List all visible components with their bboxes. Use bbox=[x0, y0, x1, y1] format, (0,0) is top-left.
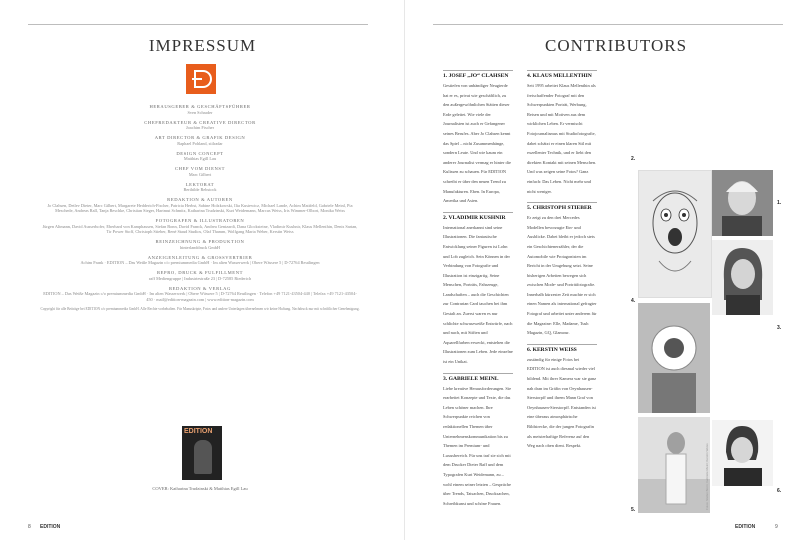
imp-label: FOTOGRAFEN & ILLUSTRATOREN bbox=[155, 218, 245, 223]
imp-label: CHEFREDAKTEUR & CREATIVE DIRECTOR bbox=[144, 119, 256, 125]
imp-section bbox=[40, 182, 360, 193]
contributor-block bbox=[527, 70, 597, 196]
contributor-block bbox=[443, 373, 513, 509]
page-title: CONTRIBUTORS bbox=[545, 36, 688, 55]
photo-illustration-screaming-face bbox=[638, 170, 712, 298]
imp-label: LEKTORAT bbox=[185, 181, 215, 187]
contributor-bio: zuständig für einige Fotos bei EDITION ist auch diesmal wieder viel bildend. Mit ihrer Kamera war sie ganz nah dran im Gräfin von Oeynhausen-Sierstorpff und ihrem Mann Graf von Oeynhausen-Sierstorpff. Entstanden ist eine überaus atmosphärische Bildstrecke, die der jungen Fotografin als meisterhaftige Referenz auf den Weg nach oben dient. Respekt. bbox=[527, 356, 597, 449]
photo-portrait-woman-smiling bbox=[712, 240, 773, 315]
page-title: IMPRESSUM bbox=[148, 36, 257, 55]
imp-section bbox=[40, 197, 360, 214]
top-rule bbox=[433, 24, 783, 25]
photo-label: 3. bbox=[777, 325, 782, 331]
contributor-block bbox=[527, 202, 597, 338]
brand-footer: EDITION bbox=[40, 524, 61, 530]
imp-value: Sven Schrader bbox=[187, 109, 213, 115]
imp-label: CHEF VOM DIENST bbox=[174, 166, 225, 171]
contributor-name: 4. KLAUS MELLENTHIN bbox=[527, 70, 597, 80]
imp-label: REDAKTION & AUTOREN bbox=[167, 197, 233, 202]
photo-portrait-man-landscape bbox=[638, 417, 710, 513]
contributor-column-2 bbox=[527, 70, 597, 457]
contributor-name: 6. KERSTIN WEISS bbox=[527, 344, 597, 354]
imp-section bbox=[40, 239, 360, 250]
imp-section bbox=[40, 270, 360, 281]
cover-title: EDITION bbox=[184, 428, 213, 435]
contributor-name: 3. GABRIELE MEINL bbox=[443, 373, 513, 383]
edition-logo-icon bbox=[186, 64, 216, 94]
imp-section bbox=[40, 120, 360, 131]
imp-section bbox=[40, 255, 360, 266]
imp-section bbox=[40, 166, 360, 177]
imp-value: Jürgen Altmann, David Ausserhofer, Eberhard von Kamphausen, Stefan Bonn, David Franck, Andrea Gentzardi, Dana Glocksteine, Vladimir Kushnir, Klaus Mellenthin, Denis Sartan, Tir Power Stoff, Christoph Stieber, René Staud Studios, Olaf Thamm, Wolfgang Maria Weber, Kerstin Weiss bbox=[42, 223, 358, 234]
contributor-name: 2. VLADIMIR KUSHNIR bbox=[443, 212, 513, 222]
imp-value: Achim Frank · EDITION – Das Weiße Magazin c/o premiummedia GmbH · Im alten Wasserwerk | Obere Wässere 5 | D-72764 Reutlingen bbox=[80, 260, 320, 265]
cover-thumbnail bbox=[182, 426, 222, 480]
contributor-block bbox=[443, 212, 513, 367]
photo-portrait-man-gray-hair bbox=[712, 170, 773, 236]
photo-portrait-photographer-camera bbox=[638, 303, 710, 413]
contributor-column-1 bbox=[443, 70, 513, 514]
imp-value: Raphael Pohland, stilradar bbox=[177, 140, 223, 146]
imp-label: REPRO, DRUCK & FULFILLMENT bbox=[156, 270, 244, 275]
imp-value: EDITION – Das Weiße Magazin c/o premiummedia GmbH · Im alten Wasserwerk | Obere Wässere 5 | D-72764 Reutlingen · Telefon +49 7121-43504-440 | Telefax +49 7121-43504-450 · mail@edition-magazin.com | www.edition-magazin.com bbox=[43, 291, 357, 302]
imp-label: REINZEICHNUNG & PRODUKTION bbox=[155, 239, 245, 244]
imp-section bbox=[40, 286, 360, 303]
imp-value: Matthias Egill Lau bbox=[183, 156, 217, 161]
imp-label: ART DIRECTOR & GRAFIK DESIGN bbox=[154, 135, 246, 140]
photo-label: 4. bbox=[631, 298, 636, 304]
imp-section bbox=[40, 151, 360, 162]
photo-label: 1. bbox=[777, 200, 782, 206]
contributor-bio: Gestiefen von unbändiger Neugierde hat er es, privat wie geschäftlich, zu den außergewöhnlichen Stätten dieser Erde geleitet. Wie viele der Journalisten ist auch er Gefangener seines Berufes. Aber Jo Clahsen kennt das Spiel – nicht Zusammenhänge, sondern Leute. Und wie kaum ein anderer Journalist vermag er hinter die Kulissen zu schauen. Für EDITION schreibt er über den neuen Trend zu Manufakturen. Eben. In Europa, Amerika und Asien. bbox=[443, 83, 511, 204]
photo-label: 6. bbox=[777, 488, 782, 494]
photo-label: 5. bbox=[631, 507, 636, 513]
imp-value: Marc Gilbert bbox=[188, 171, 212, 177]
imp-section bbox=[40, 218, 360, 235]
contributors-page bbox=[405, 0, 810, 540]
imp-section bbox=[40, 135, 360, 146]
contributor-name: 5. CHRISTOPH STIEBER bbox=[527, 202, 597, 212]
photo-label: 2. bbox=[631, 156, 636, 162]
impressum-list bbox=[40, 104, 360, 312]
contributor-bio: Liebe kreative Herausforderungen. Sie erarbeitet Konzepte und Texte, die das Leben schöner machen. Ihre Schwerpunkte reichen von redaktionellen Themen über Unternehmenskommunikation bis zu Themen im Premium- und Luxusbereich. Für uns traf sie sich mit dem Drucker Dieter Raff und dem Typografen Kurt Weidemann, zu – wohl einem seiner letzten – Gespräche über Trends, Tatsachen, Drucksachen, Schreibkunst und schöne Frauen. bbox=[443, 385, 512, 506]
imp-value: Jo Clahsen, Detlev Dieter, Marc Gilbert, Margarete Hedderich-Fischer, Patricia Herbst, Sabine Holzkowski, Ilia Kusiewicz, Michael Lande, Achim Mattfeld, Gabriele Meinl, Pia Meschede, Andreas Rall, Tanja Reschke, Christian Sieger, Hartmut Schmitz, Katharina Trudzinski, Kurt Weidemann, Marcus Weiss, Iris Wimmer-Olbort, Monika Weiss bbox=[47, 202, 353, 213]
cover-caption: COVER: Katharina Trudzinski & Matthias Egill Lau bbox=[152, 486, 248, 491]
photo-credit: Fotos: Stefan Bonn; Gabriele Meinl; Kerstin Weiss bbox=[705, 443, 709, 510]
contributor-block bbox=[527, 344, 597, 451]
page-number: 9 bbox=[775, 524, 778, 530]
top-rule bbox=[28, 24, 368, 25]
imp-value: raff Mediengruppe | Industriestraße 23 | D-72585 Riederich bbox=[148, 275, 252, 281]
cover-figure-icon bbox=[194, 440, 212, 474]
contributor-bio: Er zeigt zu den drei Mercedes Modellen bevorzugte Ein- und Ausblicke. Dabei bleibt er jedoch stets ein Geschichtenerzähler, der die Automobile wie Protagonisten im Bericht in der Umgebung setzt. Seine bisherigen Arbeiten bewegen sich zwischen Mode- und Porträtfotografie. Innerhalb kürzester Zeit machte er sich einen Namen als international gefragter Fotograf und arbeitet unter anderem für die Magazine: Elle, Madame, Tush Magazin, GQ, Glamour. bbox=[527, 215, 597, 336]
imp-value: Berthilde Rebstock bbox=[183, 187, 217, 192]
imp-label: HERAUSGEBER & GESCHÄFTSFÜHRER bbox=[149, 104, 251, 109]
imp-value: hinterlanddruck GmbH bbox=[180, 244, 220, 250]
photo-portrait-woman-short-hair bbox=[712, 420, 773, 486]
contributor-name: 1. JOSEF „JO“ CLAHSEN bbox=[443, 70, 513, 80]
fineprint: Copyright für alle Beiträge bei EDITION c/o premiummedia GmbH. Alle Rechte vorbehalten. Für Manuskripte, Fotos und andere Unterlagen übernehmen wir keine Haftung. Nachdruck nur mit schriftlicher Genehmigung. bbox=[40, 306, 360, 311]
imp-value: Joachim Fischer bbox=[185, 125, 215, 130]
imp-label: REDAKTION & VERLAG bbox=[168, 285, 231, 291]
imp-label: DESIGN CONCEPT bbox=[176, 150, 224, 156]
contributor-bio: Seit 1995 arbeitet Klaus Mellenthin als freischaffender Fotograf mit den Schwerpunkten Porträt, Werbung, Reisen und mit Motiven aus dem wirklichen Leben. Er vermischt Fotojournalismus mit Studiofotografie, dabei schätzt er einen klaren Stil mit exzellenter Technik, und er liebt den direkten Kontakt mit seinen Menschen. Und was zeigen seine Fotos? Ganz einfach: Das Leben. Nicht mehr und nicht weniger. bbox=[527, 83, 597, 194]
page-number: 8 bbox=[28, 524, 31, 530]
contributor-block bbox=[443, 70, 513, 206]
brand-footer: EDITION bbox=[735, 524, 756, 530]
contributor-bio: International anerkannt sind seine Illustrationen. Die fantastische Entwicklung seiner Figuren ist Lohn und Lob zugleich. Sein Können in der Verbindung von Fotografie und Illustration ist einzigartig. Seine Menschen, Porträts, Fahrzeuge, Landschaften – auch die Geschichten zur Contrarian Card tauchen bei ihm Gestalt an. Zuerst waren es nur schlichte schwarzweiße Entwürfe, nach und nach, mit Stiften und Aquarellfarben erweckt, entstehen die Illustrationen zum Leben. Jede einzelne ist ein Unikat. bbox=[443, 224, 513, 365]
imp-label: ANZEIGENLEITUNG & GROSSVERTRIEB bbox=[147, 254, 253, 260]
imp-section bbox=[40, 104, 360, 115]
